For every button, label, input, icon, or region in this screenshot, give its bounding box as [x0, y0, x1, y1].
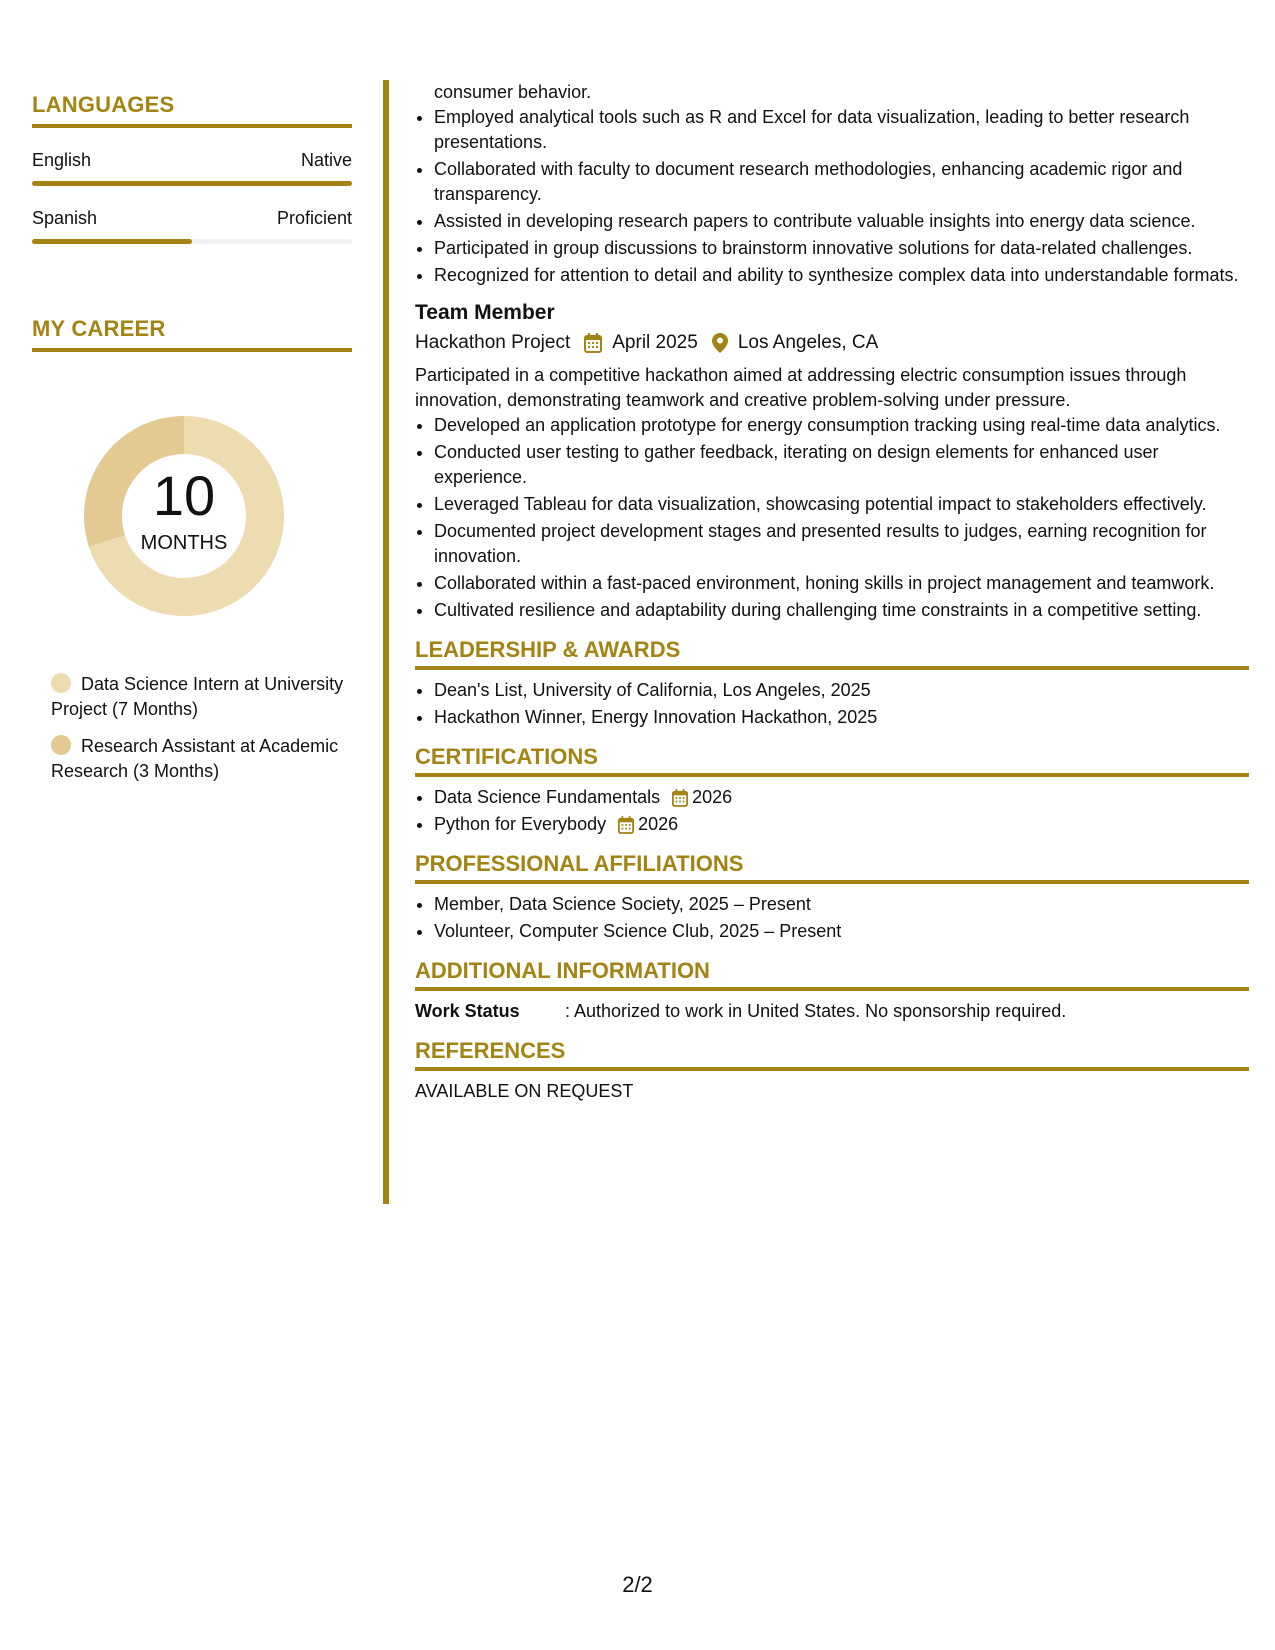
job-company: Hackathon Project	[415, 332, 571, 353]
job-meta	[415, 330, 1249, 355]
list-item: • Conducted user testing to gather feedback, iterating on design elements for enhanced user experience.	[434, 440, 1249, 490]
column-divider	[383, 80, 389, 1204]
legend-dot	[51, 673, 71, 693]
certification-item	[434, 785, 1249, 810]
language-name: Spanish	[32, 208, 98, 228]
work-status-row	[415, 999, 1249, 1024]
list-item: • Collaborated within a fast-paced environment, honing skills in project management and teamwork.	[434, 571, 1249, 596]
list-item: • Participated in group discussions to brainstorm innovative solutions for data-related challenges.	[434, 236, 1249, 261]
list-item: • Documented project development stages and presented results to judges, earning recognition for innovation.	[434, 519, 1249, 569]
certifications-list	[415, 785, 1249, 837]
language-bar	[32, 239, 352, 244]
legend-dot	[51, 735, 71, 755]
language-level: Proficient	[276, 208, 352, 228]
career-legend-item	[51, 672, 352, 722]
certification-year: 2026	[638, 814, 679, 834]
certifications-heading: CERTIFICATIONS	[415, 744, 1249, 777]
right-column	[415, 80, 1249, 1104]
job-description: Participated in a competitive hackathon aimed at addressing electric consumption issues through innovation, demonstrating teamwork and creative problem-solving under pressure.	[415, 365, 1187, 410]
list-item: • Dean's List, University of California, Los Angeles, 2025	[434, 678, 1249, 703]
language-item	[32, 150, 352, 186]
continued-text: consumer behavior.	[434, 82, 592, 102]
calendar-icon	[584, 333, 602, 353]
career-heading: MY CAREER	[32, 316, 352, 352]
affiliations-list	[415, 892, 1249, 944]
list-item: • Cultivated resilience and adaptability during challenging time constraints in a competitive setting.	[434, 598, 1249, 623]
leadership-heading: LEADERSHIP & AWARDS	[415, 637, 1249, 670]
work-status-value: : Authorized to work in United States. No sponsorship required.	[565, 1001, 1067, 1021]
job-bullets	[415, 413, 1249, 623]
calendar-icon	[618, 816, 634, 834]
references-heading: REFERENCES	[415, 1038, 1249, 1071]
list-item: • Developed an application prototype for energy consumption tracking using real-time data analytics.	[434, 413, 1249, 438]
job-title: Team Member	[415, 301, 555, 324]
previous-job-bullets	[415, 105, 1249, 288]
career-legend-item	[51, 734, 352, 784]
certification-name: • Python for Everybody	[434, 814, 607, 834]
references-text: AVAILABLE ON REQUEST	[415, 1081, 634, 1101]
page-number: 2/2	[622, 1572, 653, 1597]
list-item: • Volunteer, Computer Science Club, 2025 – Present	[434, 919, 1249, 944]
job-location: Los Angeles, CA	[737, 332, 879, 353]
language-level: Native	[300, 150, 352, 170]
languages-heading: LANGUAGES	[32, 92, 352, 128]
list-item: • Collaborated with faculty to document research methodologies, enhancing academic rigor and transparency.	[434, 157, 1249, 207]
language-bar-fill	[32, 239, 192, 244]
map-pin-icon	[712, 333, 728, 353]
certification-year: 2026	[692, 787, 733, 807]
job-date: April 2025	[612, 332, 698, 353]
list-item: • Leveraged Tableau for data visualization, showcasing potential impact to stakeholders effectively.	[434, 492, 1249, 517]
career-donut	[64, 396, 304, 636]
left-column	[32, 92, 352, 796]
list-item: • Member, Data Science Society, 2025 – Present	[434, 892, 1249, 917]
list-item: • Hackathon Winner, Energy Innovation Hackathon, 2025	[434, 705, 1249, 730]
calendar-icon	[672, 789, 688, 807]
work-status-label: Work Status	[415, 1001, 520, 1021]
list-item: • Assisted in developing research papers to contribute valuable insights into energy data science.	[434, 209, 1249, 234]
certification-item	[434, 812, 1249, 837]
language-item	[32, 208, 352, 244]
language-bar	[32, 181, 352, 186]
career-legend-text: Research Assistant at Academic Research (3 Months)	[51, 736, 339, 781]
career-total-unit: MONTHS	[140, 532, 228, 554]
additional-info-heading: ADDITIONAL INFORMATION	[415, 958, 1249, 991]
career-legend-text: Data Science Intern at University Project (7 Months)	[51, 674, 344, 719]
certification-name: • Data Science Fundamentals	[434, 787, 661, 807]
language-name: English	[32, 150, 92, 170]
list-item: • Employed analytical tools such as R and Excel for data visualization, leading to better research presentations.	[434, 105, 1249, 155]
leadership-list	[415, 678, 1249, 730]
language-bar-fill	[32, 181, 352, 186]
career-legend	[51, 672, 352, 784]
affiliations-heading: PROFESSIONAL AFFILIATIONS	[415, 851, 1249, 884]
list-item: • Recognized for attention to detail and ability to synthesize complex data into understandable formats.	[434, 263, 1249, 288]
career-total-number: 10	[152, 464, 216, 527]
